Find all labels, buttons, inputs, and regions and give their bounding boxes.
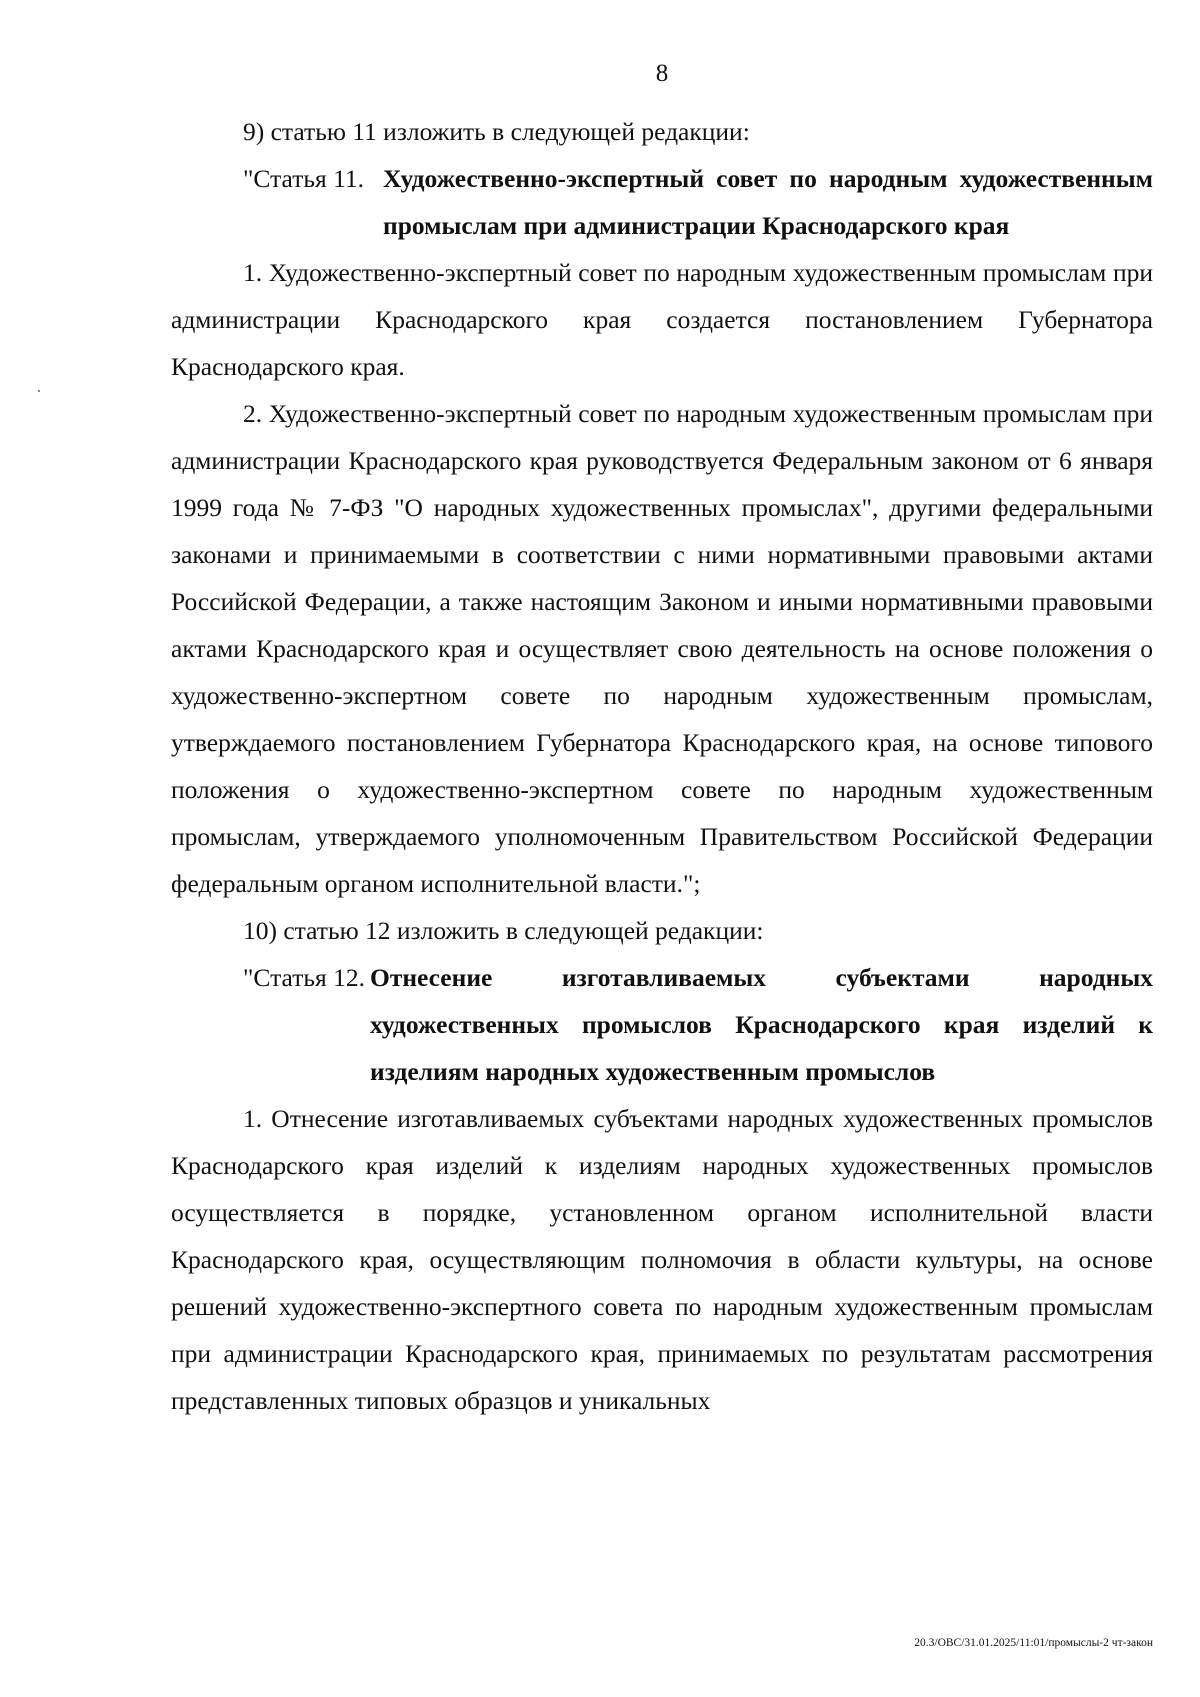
amendment-item-10: 10) статью 12 изложить в следующей редакции: — [243, 916, 764, 945]
article-12-paragraph-1: 1. Отнесение изготавливаемых субъектами народных художественных промыслов Краснодарского края изделий к изделиям народных художественных промыслов осуществляется в порядке, установленном органом исполнительной власти Краснодарского края, осуществляющим полномочия в области культуры, на основе решений художественно-экспертного совета по народным художественным промыслам при администрации Краснодарского края, принимаемых по результатам рассмотрения представленных типовых образцов и уникальных — [171, 1104, 1153, 1415]
article-11-paragraph-1: 1. Художественно-экспертный совет по народным художественным промыслам при администрации Краснодарского края создается постановлением Губернатора Краснодарского края. — [171, 258, 1153, 381]
page-number: 8 — [655, 60, 669, 87]
article-11-number: "Статья 11. — [243, 164, 365, 193]
footer-reference: 20.3/ОВС/31.01.2025/11:01/промыслы-2 чт-закон — [914, 1637, 1153, 1649]
article-11-paragraph-2: 2. Художественно-экспертный совет по народным художественным промыслам при администрации Краснодарского края руководствуется Федеральным законом от 6 января 1999 года № 7-ФЗ "О народных художественных промыслах", другими федеральными законами и принимаемыми в соответствии с ними нормативными правовыми актами Российской Федерации, а также настоящим Законом и иными нормативными правовыми актами Краснодарского края и осуществляет свою деятельность на основе положения о художественно-экспертном совете по народным художественным промыслам, утверждаемого постановлением Губернатора Краснодарского края, на основе типового положения о художественно-экспертном совете по народным художественным промыслам, утверждаемого уполномоченным Правительством Российской Федерации федеральным органом исполнительной власти."; — [171, 399, 1153, 898]
article-12-title: Отнесение изготавливаемых субъектами народных художественных промыслов Краснодарского края изделий к изделиям народных художественным промыслов — [370, 963, 1153, 1086]
scan-speck — [38, 390, 40, 392]
article-12-heading — [171, 954, 1153, 1095]
article-12-number: "Статья 12. — [243, 963, 365, 992]
article-11-title: Художественно-экспертный совет по народным художественным промыслам при администрации Краснодарского края — [383, 164, 1153, 240]
article-11-heading — [171, 155, 1153, 249]
document-body — [171, 108, 1153, 1424]
amendment-item-9: 9) статью 11 изложить в следующей редакции: — [243, 117, 750, 146]
